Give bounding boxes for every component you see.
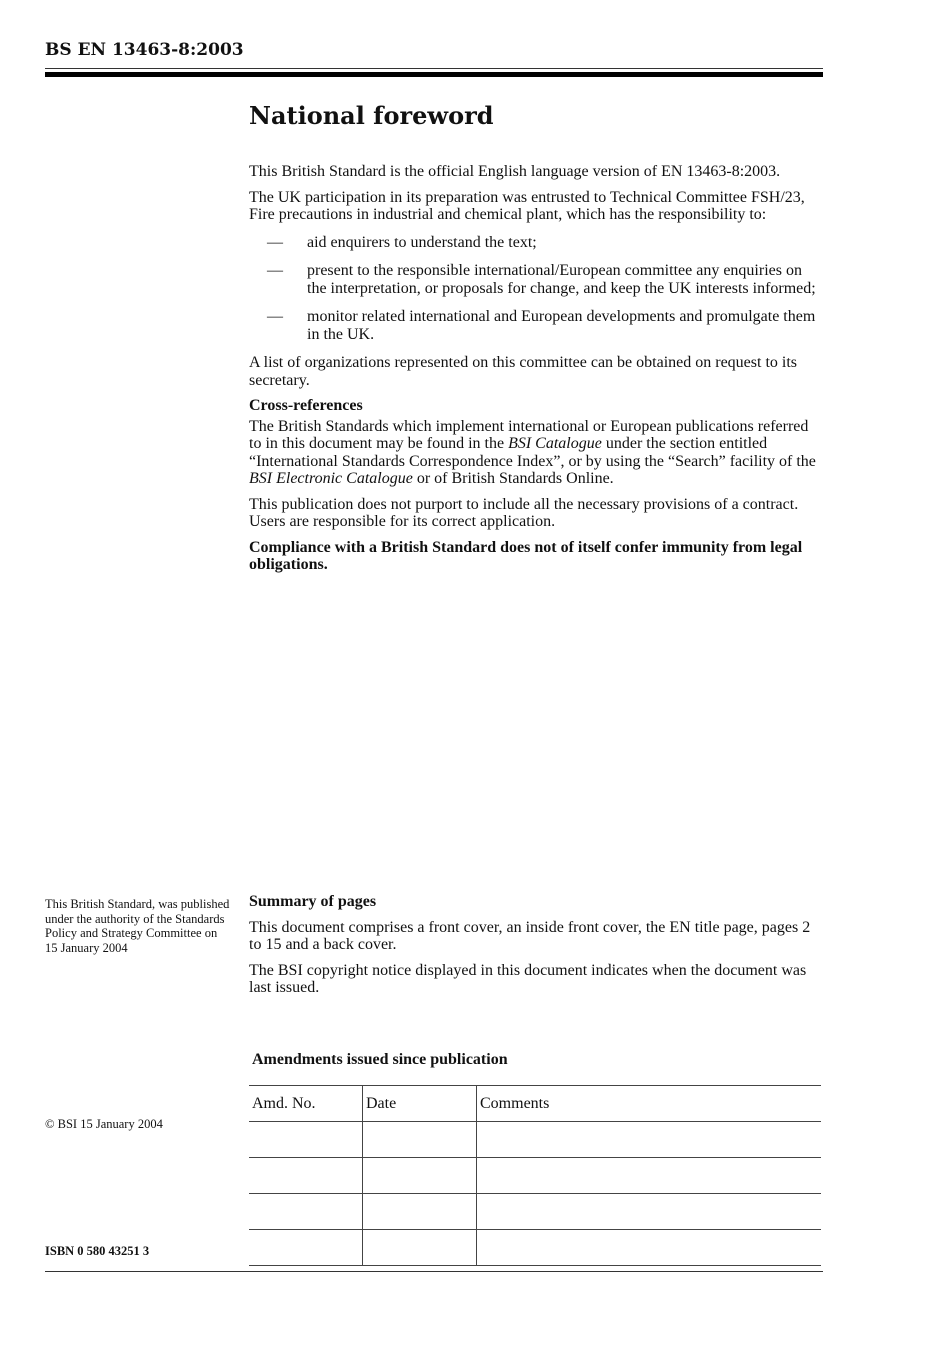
compliance-paragraph: Compliance with a British Standard does not of itself confer immunity from legal obligations.: [249, 538, 803, 573]
table-cell: [477, 1194, 822, 1230]
table-cell: [363, 1158, 477, 1194]
isbn: ISBN 0 580 43251 3: [45, 1244, 150, 1258]
crossref-paragraph: [249, 418, 824, 488]
column-header: Comments: [477, 1086, 822, 1122]
table-cell: [249, 1230, 363, 1266]
summary-section: [249, 893, 824, 1005]
table-row: [249, 1122, 821, 1158]
bullet-dash: —: [267, 233, 283, 251]
summary-copyright-text: The BSI copyright notice displayed in this document indicates when the document was last issued.: [249, 961, 807, 996]
summary-pages-text: This document comprises a front cover, an inside front cover, the EN title page, pages 2 to 15 and a back cover.: [249, 918, 811, 953]
table-cell: [249, 1122, 363, 1158]
document-id: BS EN 13463-8:2003: [45, 40, 244, 60]
table-cell: [363, 1194, 477, 1230]
bullet-dash: —: [267, 308, 283, 325]
responsibility-list: [249, 234, 824, 344]
header-rule-thick: [45, 72, 823, 77]
publication-note: This British Standard, was published under the authority of the Standards Policy and Strategy Committee on 15 January 2004: [45, 897, 230, 955]
list-item: [249, 262, 824, 297]
column-header: Amd. No.: [249, 1086, 363, 1122]
table-row: [249, 1194, 821, 1230]
footer-rule: [45, 1271, 823, 1272]
crossref-text: The British Standards which implement international or European publications referred to in this document may be found in the: [249, 417, 809, 452]
contract-paragraph: This publication does not purport to include all the necessary provisions of a contract. Users are responsible for its correct application.: [249, 495, 799, 530]
table-row: [249, 1230, 821, 1266]
foreword-body: [249, 163, 824, 582]
header-rule-thin: [45, 68, 823, 69]
list-item-text: aid enquirers to understand the text;: [307, 233, 537, 251]
table-row: [249, 1158, 821, 1194]
crossref-heading: Cross-references: [249, 397, 363, 414]
amendments-title: Amendments issued since publication: [252, 1051, 508, 1068]
copyright-note: © BSI 15 January 2004: [45, 1117, 163, 1131]
column-header: Date: [363, 1086, 477, 1122]
table-cell: [363, 1122, 477, 1158]
list-item: [249, 308, 824, 343]
table-header-row: [249, 1086, 821, 1122]
table-cell: [477, 1230, 822, 1266]
amendments-table: [249, 1085, 821, 1266]
list-item-text: present to the responsible international/European committee any enquiries on the interpretation, or proposals for change, and keep the UK interests informed;: [307, 262, 816, 297]
committee-paragraph: The UK participation in its preparation was entrusted to Technical Committee FSH/23, Fire precautions in industrial and chemical plant, which has the responsibility to:: [249, 188, 805, 223]
committee-list-paragraph: A list of organizations represented on this committee can be obtained on request to its secretary.: [249, 354, 798, 389]
page-title: National foreword: [249, 101, 494, 130]
table-cell: [363, 1230, 477, 1266]
list-item: [249, 234, 824, 252]
bsi-electronic-catalogue-ref: BSI Electronic Catalogue: [249, 470, 413, 487]
table-cell: [477, 1158, 822, 1194]
table-cell: [249, 1194, 363, 1230]
crossref-text: or of British Standards Online.: [412, 470, 614, 487]
table-cell: [249, 1158, 363, 1194]
summary-heading: Summary of pages: [249, 893, 377, 910]
list-item-text: monitor related international and European developments and promulgate them in the UK.: [307, 308, 816, 343]
intro-paragraph: This British Standard is the official English language version of EN 13463-8:2003.: [249, 163, 781, 180]
bsi-catalogue-ref: BSI Catalogue: [508, 435, 602, 452]
table-cell: [477, 1122, 822, 1158]
bullet-dash: —: [267, 262, 283, 279]
crossref-text: under the section entitled “International Standards Correspondence Index”, or by using the “Search” facility of the: [249, 435, 816, 470]
